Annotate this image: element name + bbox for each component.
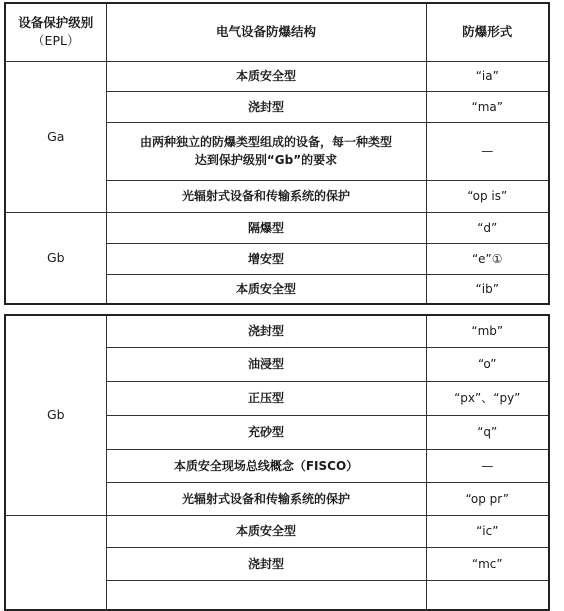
form-cell: “op pr” [426,482,549,515]
structure-cell [106,580,426,610]
form-cell: “ma” [426,91,549,122]
structure-cell: 浇封型 [106,547,426,580]
structure-cell: 充砂型 [106,415,426,449]
structure-cell: 本质安全型 [106,274,426,304]
form-cell: “d” [426,212,549,243]
header-structure: 电气设备防爆结构 [106,3,426,61]
form-cell: “mb” [426,315,549,347]
form-cell: “q” [426,415,549,449]
table-header-row [5,3,549,61]
form-cell: “ic” [426,515,549,547]
header-epl [5,3,106,61]
structure-cell: 本质安全现场总线概念（FISCO） [106,449,426,482]
structure-cell: 油浸型 [106,347,426,381]
table-row [5,61,549,91]
epl-table-part2 [4,314,550,611]
form-cell: “e”① [426,243,549,274]
structure-cell: 本质安全型 [106,61,426,91]
structure-cell: 光辐射式设备和传输系统的保护 [106,180,426,212]
form-cell: — [426,449,549,482]
form-cell: “px”、“py” [426,381,549,415]
epl-level-ga: Ga [5,61,106,212]
structure-cell: 隔爆型 [106,212,426,243]
header-form: 防爆形式 [426,3,549,61]
structure-cell: 增安型 [106,243,426,274]
form-cell: “mc” [426,547,549,580]
form-cell: “ia” [426,61,549,91]
structure-cell: 本质安全型 [106,515,426,547]
structure-cell: 浇封型 [106,91,426,122]
form-cell [426,580,549,610]
form-cell: — [426,122,549,180]
epl-level-gc [5,515,106,610]
structure-cell: 浇封型 [106,315,426,347]
epl-level-gb: Gb [5,212,106,304]
structure-cell: 由两种独立的防爆类型组成的设备，每一种类型达到保护级别“Gb”的要求 [106,122,426,180]
epl-table-part1 [4,2,550,305]
table-row [5,515,549,547]
structure-cell: 正压型 [106,381,426,415]
epl-level-gb: Gb [5,315,106,515]
table-row [5,212,549,243]
form-cell: “op is” [426,180,549,212]
header-epl-line2: （EPL） [32,33,80,49]
form-cell: “ib” [426,274,549,304]
header-epl-line1: 设备保护级别 [18,15,94,31]
structure-cell: 光辐射式设备和传输系统的保护 [106,482,426,515]
form-cell: “o” [426,347,549,381]
table-row [5,315,549,347]
